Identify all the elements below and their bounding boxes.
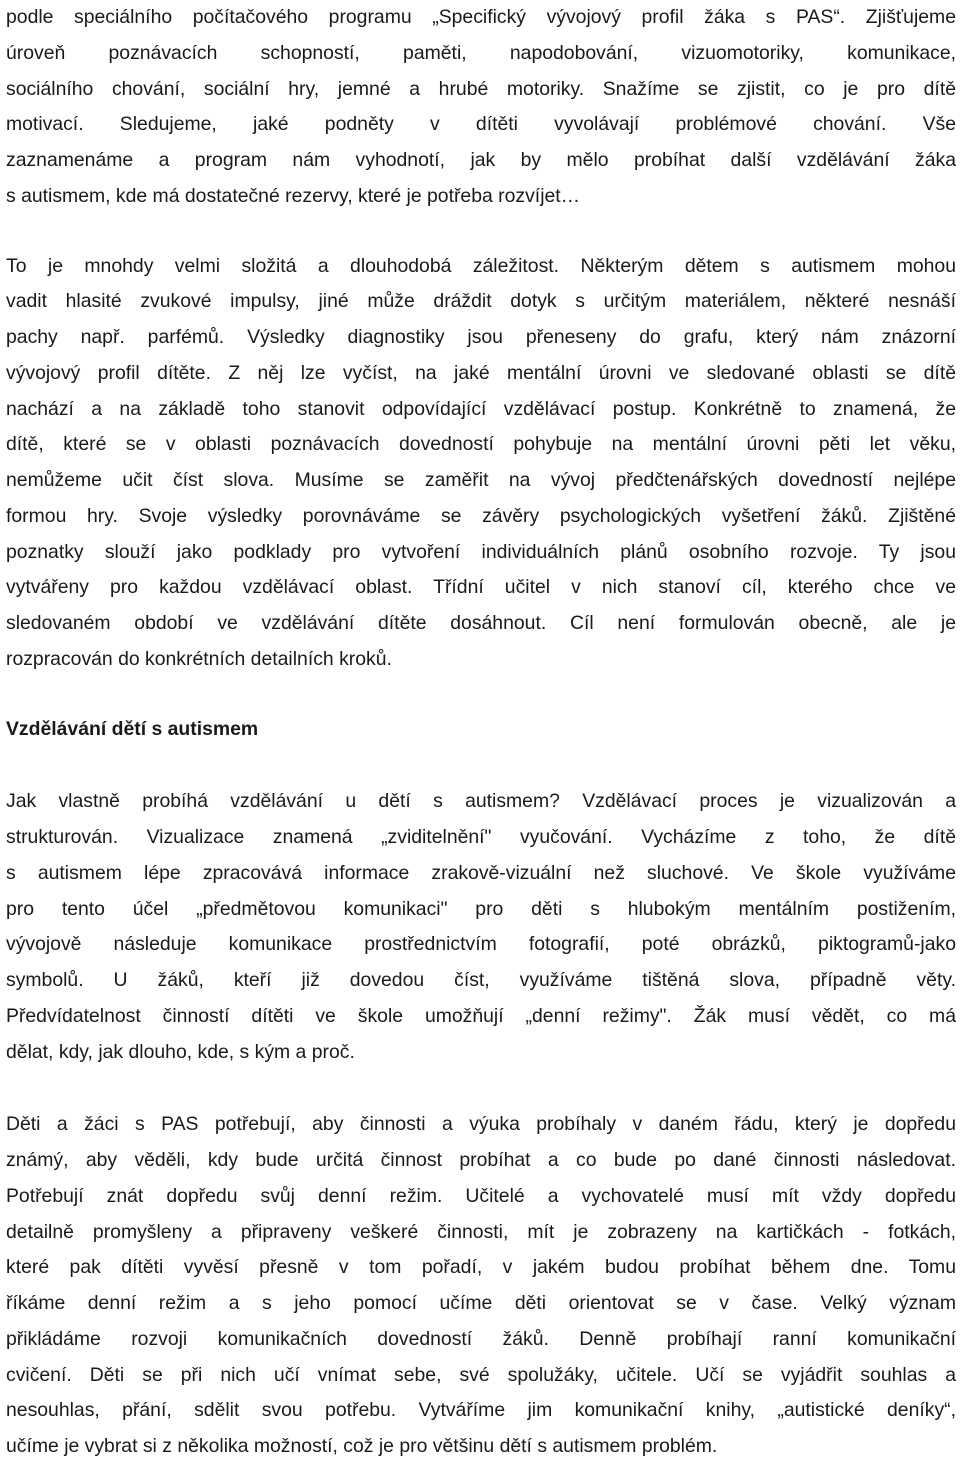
text-line: Předvídatelnost činností dítěti ve škole umožňují „denní režimy". Žák musí vědět, co má: [6, 1004, 956, 1027]
text-line: dítě, které se v oblasti poznávacích dovedností pohybuje na mentální úrovni pěti let věku,: [6, 433, 956, 456]
text-line: vývojový profil dítěte. Z něj lze vyčíst, na jaké mentální úrovni ve sledované oblasti se dítě: [6, 361, 956, 384]
paragraph-profile: [6, 249, 956, 678]
text-line: nachází a na základě toho stanovit odpovídající vzdělávací postup. Konkrétně to znamená, že: [6, 397, 956, 420]
paragraph-education: [6, 784, 956, 1070]
text-line: sociálního chování, sociální hry, jemné a hrubé motoriky. Snažíme se zjistit, co je pro dítě: [6, 77, 956, 100]
text-line: nemůžeme učit číst slova. Musíme se zaměřit na vývoj předčtenářských dovedností nejlépe: [6, 469, 956, 491]
text-line: které pak dítěti vyvěsí přesně v tom pořadí, v jakém budou probíhat během dne. Tomu: [6, 1256, 956, 1279]
text-line: známý, aby věděli, kdy bude určitá činnost probíhat a co bude po dané činnosti následovat.: [6, 1149, 956, 1171]
text-line: symbolů. U žáků, kteří již dovedou číst, využíváme tištěná slova, případně věty.: [6, 969, 956, 991]
text-line: říkáme denní režim a s jeho pomocí učíme děti orientovat se v čase. Velký význam: [6, 1292, 956, 1314]
text-line: sledovaném období ve vzdělávání dítěte dosáhnout. Cíl není formulován obecně, ale je: [6, 612, 956, 634]
paragraph-routine: [6, 1107, 956, 1465]
document-page: [6, 0, 956, 1465]
text-line: nesouhlas, přání, sdělit svou potřebu. Vytváříme jim komunikační knihy, „autistické deníky“,: [6, 1399, 956, 1422]
text-line: s autismem lépe zpracovává informace zrakově-vizuální než sluchové. Ve škole využíváme: [6, 861, 956, 884]
text-line: zaznamenáme a program nám vyhodnotí, jak by mělo probíhat další vzdělávání žáka: [6, 149, 956, 171]
text-line: úroveň poznávacích schopností, paměti, napodobování, vizuomotoriky, komunikace,: [6, 41, 956, 64]
text-line: učíme je vybrat si z několika možností, což je pro většinu dětí s autismem problém.: [6, 1435, 718, 1457]
text-line: To je mnohdy velmi složitá a dlouhodobá záležitost. Některým dětem s autismem mohou: [6, 254, 956, 277]
text-line: vytvářeny pro každou vzdělávací oblast. Třídní učitel v nich stanoví cíl, kterého chce ve: [6, 576, 956, 599]
text-line: s autismem, kde má dostatečné rezervy, které je potřeba rozvíjet…: [6, 184, 581, 207]
text-line: dělat, kdy, jak dlouho, kde, s kým a proč.: [6, 1040, 355, 1063]
text-line: cvičení. Děti se při nich učí vnímat sebe, své spolužáky, učitele. Učí se vyjádřit souhlas a: [6, 1363, 956, 1386]
paragraph-spacer: [6, 678, 956, 712]
paragraph-spacer: [6, 1070, 956, 1107]
text-line: formou hry. Svoje výsledky porovnáváme se závěry psychologických vyšetření žáků. Zjištěné: [6, 504, 956, 527]
text-line: rozpracován do konkrétních detailních kroků.: [6, 647, 392, 670]
paragraph-spacer: [6, 747, 956, 784]
text-line: strukturován. Vizualizace znamená „zviditelnění" vyučování. Vycházíme z toho, že dítě: [6, 826, 956, 848]
text-line: podle speciálního počítačového programu „Specifický vývojový profil žáka s PAS“. Zjišťujeme: [6, 6, 956, 28]
text-line: pro tento účel „předmětovou komunikaci" pro děti s hlubokým mentálním postižením,: [6, 897, 956, 920]
text-line: Potřebují znát dopředu svůj denní režim. Učitelé a vychovatelé musí mít vždy dopředu: [6, 1184, 956, 1207]
section-heading: Vzdělávání dětí s autismem: [6, 717, 259, 740]
text-line: poznatky slouží jako podklady pro vytvoření individuálních plánů osobního rozvoje. Ty jsou: [6, 540, 956, 563]
text-line: Jak vlastně probíhá vzdělávání u dětí s autismem? Vzdělávací proces je vizualizován a: [6, 790, 956, 813]
text-line: pachy např. parfémů. Výsledky diagnostiky jsou přeneseny do grafu, který nám znázorní: [6, 326, 956, 348]
text-line: vývojově následuje komunikace prostřednictvím fotografií, poté obrázků, piktogramů-jako: [6, 933, 956, 956]
text-line: Děti a žáci s PAS potřebují, aby činnosti a výuka probíhaly v daném řádu, který je dopředu: [6, 1113, 956, 1136]
paragraph-diagnostics: [6, 0, 956, 215]
text-line: vadit hlasité zvukové impulsy, jiné může dráždit dotyk s určitým materiálem, některé nesnáší: [6, 290, 956, 313]
text-line: detailně promyšleny a připraveny veškeré činnosti, mít je zobrazeny na kartičkách - fotkách,: [6, 1220, 956, 1243]
text-line: přikládáme rozvoji komunikačních dovedností žáků. Denně probíhají ranní komunikační: [6, 1327, 956, 1350]
text-line: motivací. Sledujeme, jaké podněty v dítěti vyvolávají problémové chování. Vše: [6, 113, 956, 136]
paragraph-spacer: [6, 215, 956, 249]
